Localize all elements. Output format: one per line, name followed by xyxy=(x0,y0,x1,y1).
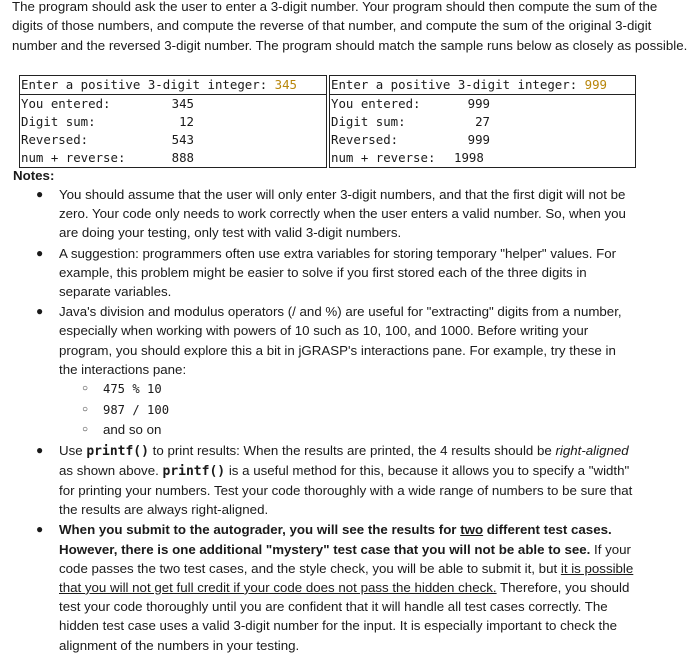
emphasis-text: right-aligned xyxy=(555,442,629,458)
prompt-text: Enter a positive 3-digit integer: xyxy=(21,77,275,92)
notes-list xyxy=(0,185,700,656)
bold-text: When you submit to the autograder, you will see the results for xyxy=(59,522,461,538)
note-item xyxy=(0,441,634,520)
note-text: Java's division and modulus operators (/ and %) are useful for "extracting" digits from a number, especially when working with powers of 10 such as 10, 100, and 1000. Before writing your program, you should explore this a bit in jGRASP's interactions pane. For example, try these in the interactions pane: xyxy=(59,304,622,377)
code-printf: printf() xyxy=(86,443,149,459)
output-label: num + reverse: xyxy=(21,150,126,165)
circle-bullet-icon: ○ xyxy=(82,383,89,395)
output-label: You entered: xyxy=(21,96,111,111)
prompt-line xyxy=(330,76,635,95)
output-row xyxy=(20,131,326,149)
output-label: Digit sum: xyxy=(331,114,406,129)
sample-runs xyxy=(19,75,636,168)
sub-text: and so on xyxy=(103,422,162,438)
output-value: 27 xyxy=(475,114,490,129)
sub-item xyxy=(59,420,634,440)
output-row xyxy=(20,149,326,167)
output-label: Reversed: xyxy=(331,132,399,147)
sample-run-1 xyxy=(19,75,327,168)
output-value: 12 xyxy=(179,114,194,129)
output-value: 999 xyxy=(467,132,490,147)
bullet-icon: ● xyxy=(36,304,44,319)
bullet-icon: ● xyxy=(36,245,44,260)
note-item xyxy=(0,520,634,654)
output-label: num + reverse: xyxy=(331,150,436,165)
bold-text: different test cases. However, there is one additional "mystery" test case that you will not be able to see. xyxy=(59,522,612,557)
note-item xyxy=(0,185,634,243)
note-item xyxy=(0,244,634,302)
output-value: 1998 xyxy=(454,150,484,165)
output-label: Digit sum: xyxy=(21,114,96,129)
output-row xyxy=(330,131,635,149)
user-input: 999 xyxy=(584,77,608,92)
note-text: Therefore, you should test your code thoroughly until you are confident that it will handle all test cases correctly. The hidden test case uses a valid 3-digit number for the input. It is especially important to check the alignment of the numbers in your testing. xyxy=(59,579,630,653)
output-value: 543 xyxy=(171,132,194,147)
note-text: is a useful method for this, because it allows you to specify a "width" for printing your numbers. Test your code thoroughly with a wide range of numbers to be sure that the results are always right-aligned. xyxy=(59,462,633,518)
bullet-icon: ● xyxy=(36,187,44,201)
sub-item xyxy=(59,379,634,400)
prompt-text: Enter a positive 3-digit integer: xyxy=(331,77,585,92)
sample-run-2 xyxy=(329,75,636,168)
note-text: as shown above. xyxy=(59,462,163,478)
user-input: 345 xyxy=(274,77,298,92)
output-value: 345 xyxy=(171,96,194,111)
output-row xyxy=(330,113,635,131)
output-label: You entered: xyxy=(331,96,421,111)
output-row xyxy=(20,95,326,113)
note-text: You should assume that the user will only enter 3-digit numbers, and that the first digit will not be zero. Your code only needs to work correctly when the user enters a valid number. So, when you are doing your testing, only test with valid 3-digit numbers. xyxy=(59,187,626,241)
circle-bullet-icon: ○ xyxy=(82,424,89,436)
note-text: A suggestion: programmers often use extra variables for storing temporary "helper" values. For example, this problem might be easier to solve if you first stored each of the three digits in separate variables. xyxy=(59,245,617,300)
notes-heading: Notes: xyxy=(13,168,55,183)
output-value: 888 xyxy=(171,150,194,165)
note-text: to print results: When the results are printed, the 4 results should be xyxy=(148,442,556,458)
circle-bullet-icon: ○ xyxy=(82,403,89,415)
note-text: If your code passes the two test cases, and the style check, you will be able to submit it, but xyxy=(59,541,631,576)
bullet-icon: ● xyxy=(36,442,44,457)
code-example: 987 / 100 xyxy=(103,402,170,417)
intro-paragraph: The program should ask the user to enter a 3-digit number. Your program should then compute the sum of the digits of those numbers, and compute the reverse of that number, and compute the sum of the original 3-digit number and the reversed 3-digit number. The program should match the sample runs below as closely as possible. xyxy=(12,0,688,53)
output-row xyxy=(330,95,635,113)
note-item xyxy=(0,302,634,439)
sub-list xyxy=(59,379,634,440)
output-value: 999 xyxy=(467,96,490,111)
output-label: Reversed: xyxy=(21,132,89,147)
output-row xyxy=(20,113,326,131)
prompt-line xyxy=(20,76,326,95)
underlined-text: it is possible that you will not get full credit if your code does not pass the hidden check. xyxy=(59,560,634,595)
bold-underline-text: two xyxy=(460,522,484,538)
sub-item xyxy=(59,400,634,421)
note-text: Use xyxy=(59,442,87,458)
output-row xyxy=(330,149,635,167)
code-printf: printf() xyxy=(162,463,226,479)
code-example: 475 % 10 xyxy=(103,382,162,397)
bullet-icon: ● xyxy=(36,522,44,537)
